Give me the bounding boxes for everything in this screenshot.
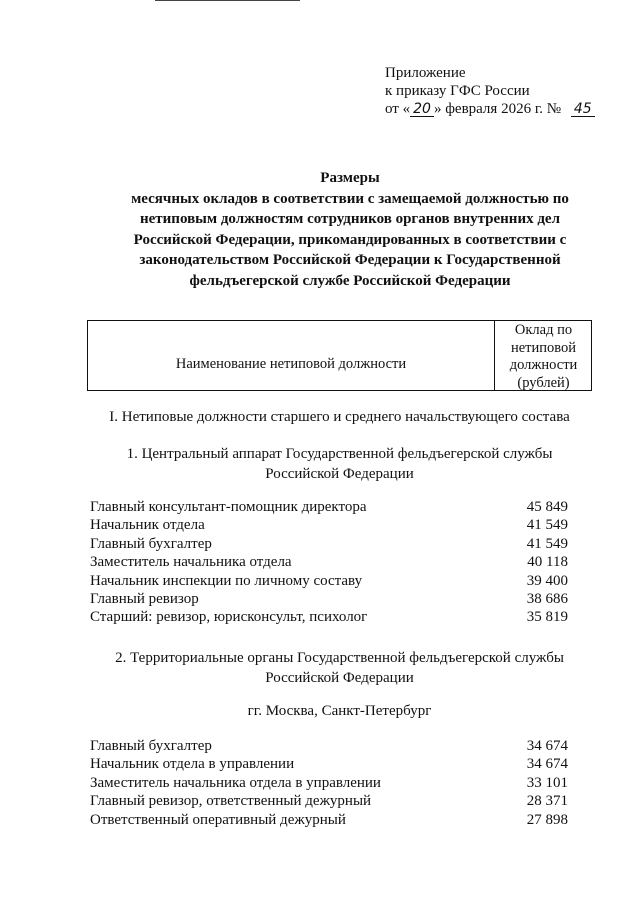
title-line: фельдъегерской службе Российской Федерации bbox=[189, 272, 511, 289]
salary-value: 34 674 bbox=[526, 738, 568, 754]
salary-value: 45 849 bbox=[526, 499, 568, 515]
subsection-line: 2. Территориальные органы Государственной фельдъегерской службы bbox=[115, 650, 564, 666]
position-name: Начальник отдела в управлении bbox=[90, 756, 295, 773]
table-row bbox=[90, 737, 568, 755]
appendix-date-line bbox=[385, 100, 595, 118]
position-name: Главный бухгалтер bbox=[90, 535, 212, 552]
position-name: Старший: ревизор, юрисконсульт, психолог bbox=[90, 609, 368, 626]
top-rule bbox=[155, 0, 300, 1]
position-name: Ответственный оперативный дежурный bbox=[90, 811, 346, 828]
handwritten-order-number: 45 bbox=[571, 102, 595, 117]
title-line: месячных окладов в соответствии с замещаемой должностью по bbox=[131, 190, 569, 207]
position-name: Начальник инспекции по личному составу bbox=[90, 572, 363, 589]
position-name: Главный консультант-помощник директора bbox=[90, 499, 367, 515]
position-name: Главный бухгалтер bbox=[90, 738, 212, 754]
appendix-block bbox=[385, 64, 595, 118]
salary-value: 33 101 bbox=[526, 774, 568, 791]
header-salary-line: нетиповой bbox=[510, 339, 577, 356]
document-title bbox=[90, 168, 610, 291]
salary-value: 38 686 bbox=[526, 590, 568, 607]
date-middle: » февраля 2026 г. № bbox=[433, 101, 562, 117]
header-position-label: Наименование нетиповой должности bbox=[175, 356, 407, 372]
subsection-heading-central bbox=[87, 444, 592, 484]
title-line: нетиповым должностям сотрудников органов внутренних дел bbox=[139, 211, 560, 227]
table-row bbox=[90, 755, 568, 773]
table-row bbox=[90, 774, 568, 792]
position-name: Главный ревизор, ответственный дежурный bbox=[90, 793, 372, 810]
salary-value: 34 674 bbox=[526, 756, 568, 773]
salary-value: 40 118 bbox=[527, 554, 568, 571]
central-positions-list bbox=[90, 498, 568, 627]
salary-value: 35 819 bbox=[526, 609, 568, 626]
subsection-line: 1. Центральный аппарат Государственной фельдъегерской службы bbox=[126, 446, 553, 462]
table-row bbox=[90, 811, 568, 829]
subsection-heading-territorial bbox=[87, 648, 592, 688]
section-heading: I. Нетиповые должности старшего и среднего начальствующего состава bbox=[109, 409, 570, 425]
appendix-label: Приложение bbox=[385, 65, 466, 81]
salary-value: 41 549 bbox=[526, 517, 568, 534]
title-line: законодательством Российской Федерации к Государственной bbox=[139, 252, 561, 268]
table-row bbox=[90, 553, 568, 571]
table-row bbox=[90, 792, 568, 810]
header-salary-line: должности bbox=[509, 357, 578, 373]
position-name: Главный ревизор bbox=[90, 590, 199, 607]
date-prefix: от « bbox=[385, 101, 411, 117]
territorial-positions-list bbox=[90, 737, 568, 829]
header-salary-line: Оклад по bbox=[514, 322, 573, 338]
appendix-order-ref: к приказу ГФС России bbox=[385, 83, 530, 99]
position-name: Заместитель начальника отдела в управлении bbox=[90, 774, 381, 791]
cities-heading: гг. Москва, Санкт-Петербург bbox=[247, 703, 432, 719]
table-row bbox=[90, 516, 568, 534]
table-row bbox=[90, 535, 568, 553]
salary-value: 39 400 bbox=[526, 572, 568, 589]
salary-value: 41 549 bbox=[526, 535, 568, 552]
handwritten-day: 20 bbox=[410, 102, 434, 117]
salary-value: 27 898 bbox=[526, 811, 568, 828]
subsection-line: Российской Федерации bbox=[265, 466, 414, 482]
position-name: Начальник отдела bbox=[90, 517, 205, 534]
table-row bbox=[90, 572, 568, 590]
table-row bbox=[90, 608, 568, 626]
header-salary bbox=[496, 321, 591, 391]
title-line: Размеры bbox=[320, 170, 380, 186]
table-row bbox=[90, 498, 568, 516]
header-salary-line: (рублей) bbox=[517, 374, 570, 391]
subsection-line: Российской Федерации bbox=[265, 670, 414, 686]
table-header bbox=[87, 320, 592, 391]
title-line: Российской Федерации, прикомандированных в соответствии с bbox=[133, 231, 567, 248]
table-row bbox=[90, 590, 568, 608]
position-name: Заместитель начальника отдела bbox=[90, 554, 292, 571]
salary-value: 28 371 bbox=[526, 793, 568, 810]
header-position-name bbox=[88, 321, 495, 390]
